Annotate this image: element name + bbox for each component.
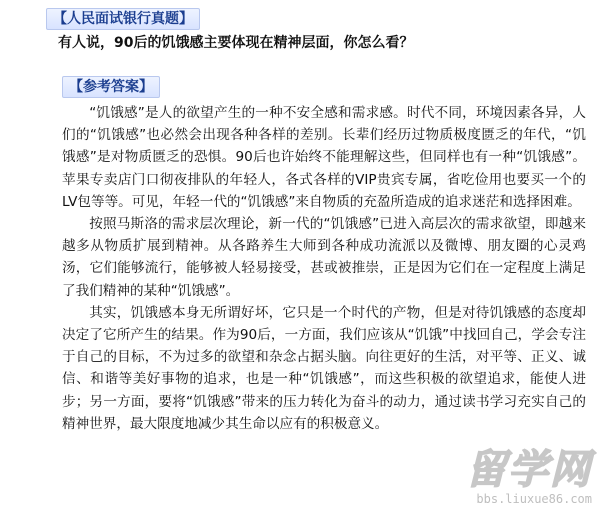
watermark bbox=[466, 447, 592, 506]
answer-paragraph-1: “饥饿感”是人的欲望产生的一种不安全感和需求感。时代不同，环境因素各异，人们的“饥饿感”也必然会出现各种各样的差别。长辈们经历过物质极度匮乏的年代，“饥饿感”是对物质匮乏的恐惧。90后也许始终不能理解这些，但同样也有一种“饥饿感”。苹果专卖店门口彻夜排队的年轻人，各式各样的VIP贵宾专属，省吃俭用也要买一个的LV包等等。可见，年轻一代的“饥饿感”来自物质的充盈所造成的追求迷茫和选择困难。 bbox=[62, 105, 586, 210]
answer-paragraph-3: 其实，饥饿感本身无所谓好坏，它只是一个时代的产物，但是对待饥饿感的态度却决定了它所产生的结果。作为90后，一方面，我们应该从“饥饿”中找回自己，学会专注于自己的目标，不为过多的欲望和杂念占据头脑。向往更好的生活，对平等、正义、诚信、和谐等美好事物的追求，也是一种“饥饿感”，而这些积极的欲望追求，能使人进步；另一方面，要将“饥饿感”带来的压力转化为奋斗的动力，通过读书学习充实自己的精神世界，最大限度地减少其生命以应有的积极意义。 bbox=[62, 304, 586, 432]
answer-paragraph-2: 按照马斯洛的需求层次理论，新一代的“饥饿感”已进入高层次的需求欲望，即越来越多从物质扩展到精神。从各路养生大师到各种成功流派以及微博、朋友圈的心灵鸡汤，它们能够流行，能够被人轻易接受，甚或被推崇，正是因为它们在一定程度上满足了我们精神的某种“饥饿感”。 bbox=[62, 216, 586, 299]
answer-tag: 【参考答案】 bbox=[62, 76, 160, 98]
watermark-url: bbs.liuxue86.com bbox=[476, 492, 592, 506]
answer-body bbox=[62, 102, 586, 435]
watermark-logo: 留学网 bbox=[466, 447, 592, 493]
section-tag: 【人民面试银行真题】 bbox=[46, 8, 200, 30]
question-heading: 有人说，90后的饥饿感主要体现在精神层面，你怎么看？ bbox=[58, 35, 414, 51]
